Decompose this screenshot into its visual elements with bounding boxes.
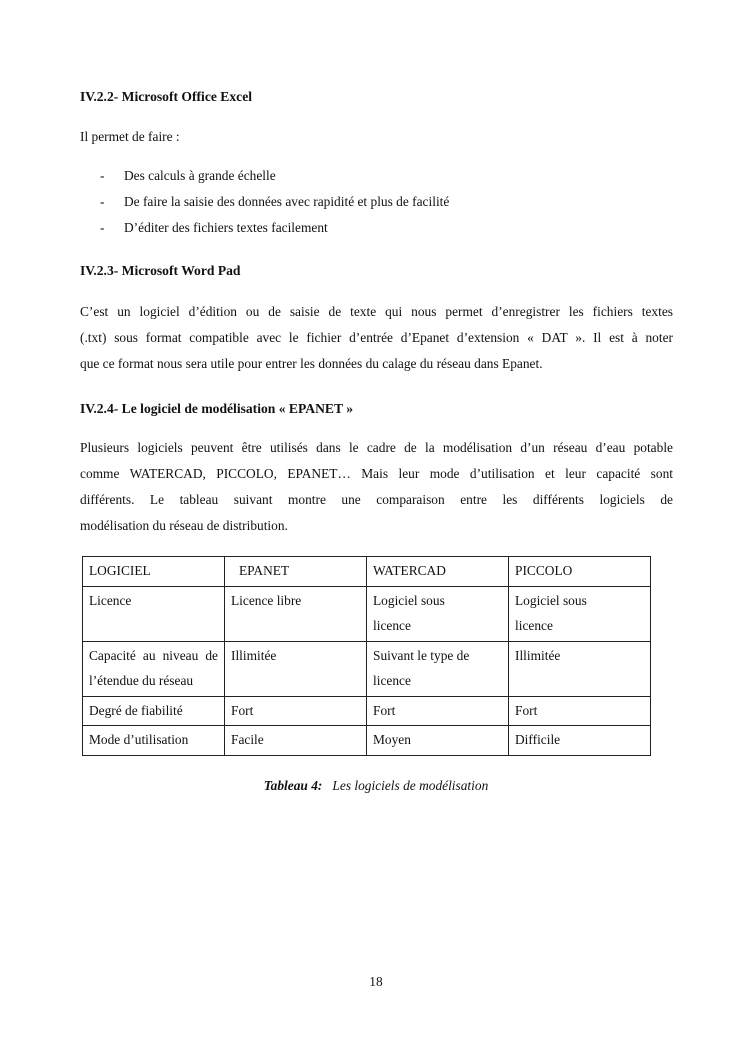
table-row-label: Licence [83, 586, 225, 641]
wordpad-paragraph-line: (.txt) sous format compatible avec le fichier d’entrée d’Epanet d’extension « DAT ». Il est à noter [80, 330, 673, 345]
epanet-paragraph-line: différents. Le tableau suivant montre une comparaison entre les différents logiciels de [80, 492, 673, 507]
table-cell: Difficile [509, 726, 651, 756]
epanet-paragraph-line: modélisation du réseau de distribution. [80, 518, 288, 533]
table-header-cell: EPANET [225, 557, 367, 587]
section-heading-excel: IV.2.2- Microsoft Office Excel [80, 89, 253, 104]
table-header-cell: LOGICIEL [83, 557, 225, 587]
comparison-table [82, 556, 651, 756]
table-caption [0, 778, 745, 794]
wordpad-paragraph-line: C’est un logiciel d’édition ou de saisie de texte qui nous permet d’enregistrer les fichiers textes [80, 304, 673, 319]
section-heading-wordpad: IV.2.3- Microsoft Word Pad [80, 263, 241, 278]
table-cell: Fort [225, 696, 367, 726]
section-heading-epanet: IV.2.4- Le logiciel de modélisation « EPANET » [80, 401, 354, 416]
table-header-cell: WATERCAD [367, 557, 509, 587]
epanet-paragraph-line: comme WATERCAD, PICCOLO, EPANET… Mais leur mode d’utilisation et leur capacité sont [80, 466, 673, 481]
bullet-marker: - [100, 220, 105, 235]
table-caption-text: Les logiciels de modélisation [332, 778, 489, 793]
list-item-text: De faire la saisie des données avec rapidité et plus de facilité [124, 194, 450, 209]
table-header-cell: PICCOLO [509, 557, 651, 587]
table-cell: Illimitée [509, 641, 651, 696]
list-item-text: D’éditer des fichiers textes facilement [124, 220, 328, 235]
table-row-label: Capacité au niveau de l’étendue du réseau [83, 641, 225, 696]
page-number: 18 [369, 974, 383, 989]
table-cell: Logiciel sous licence [367, 586, 509, 641]
table-cell: Illimitée [225, 641, 367, 696]
table-cell: Suivant le type de licence [367, 641, 509, 696]
table-header-row [83, 557, 651, 587]
list-item-text: Des calculs à grande échelle [124, 168, 276, 183]
table-row-label: Degré de fiabilité [83, 696, 225, 726]
table-cell: Licence libre [225, 586, 367, 641]
list-item [100, 194, 449, 210]
bullet-marker: - [100, 194, 105, 209]
table-row-label: Mode d’utilisation [83, 726, 225, 756]
table-cell: Facile [225, 726, 367, 756]
table-cell: Logiciel sous licence [509, 586, 651, 641]
table-row [83, 586, 651, 641]
list-item [100, 168, 276, 184]
bullet-marker: - [100, 168, 105, 183]
table-row [83, 726, 651, 756]
table-caption-label: Tableau 4: [263, 778, 323, 793]
table-row [83, 696, 651, 726]
table-cell: Moyen [367, 726, 509, 756]
table-cell: Fort [509, 696, 651, 726]
list-item [100, 220, 328, 236]
wordpad-paragraph-line: que ce format nous sera utile pour entrer les données du calage du réseau dans Epanet. [80, 356, 543, 371]
table-cell: Fort [367, 696, 509, 726]
table-row [83, 641, 651, 696]
excel-intro: Il permet de faire : [80, 129, 180, 144]
epanet-paragraph-line: Plusieurs logiciels peuvent être utilisés dans le cadre de la modélisation d’un réseau d’eau potable [80, 440, 673, 455]
